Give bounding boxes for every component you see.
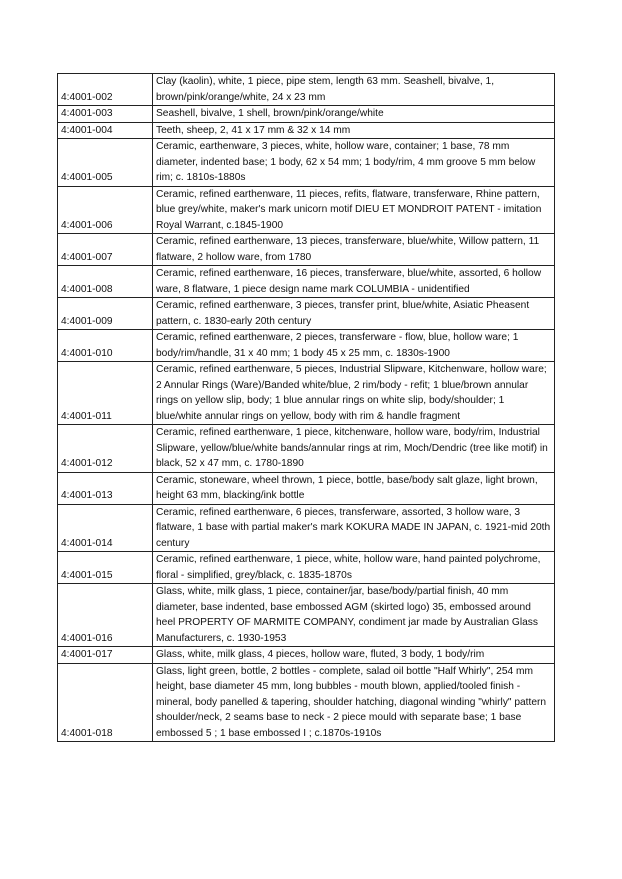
table-row: [58, 663, 555, 742]
table-row: [58, 330, 555, 362]
catalog-description: Ceramic, refined earthenware, 13 pieces, transferware, blue/white, Willow pattern, 11 flatware, 2 hollow ware, from 1780: [153, 234, 555, 266]
catalog-id: 4:4001-015: [58, 552, 153, 584]
table-row: [58, 234, 555, 266]
catalog-table-body: [58, 74, 555, 742]
catalog-table: [57, 73, 555, 742]
catalog-description: Teeth, sheep, 2, 41 x 17 mm & 32 x 14 mm: [153, 122, 555, 139]
table-row: [58, 139, 555, 187]
table-row: [58, 552, 555, 584]
catalog-id: 4:4001-006: [58, 186, 153, 234]
catalog-description: Ceramic, refined earthenware, 11 pieces, refits, flatware, transferware, Rhine pattern, blue grey/white, maker's mark unicorn motif DIEU ET MONDROIT PATENT - imitation Royal Warrant, c.1845-1900: [153, 186, 555, 234]
table-row: [58, 106, 555, 123]
catalog-id: 4:4001-013: [58, 472, 153, 504]
catalog-description: Ceramic, refined earthenware, 16 pieces, transferware, blue/white, assorted, 6 hollow ware, 8 flatware, 1 piece design name mark COLUMBIA - unidentified: [153, 266, 555, 298]
catalog-id: 4:4001-014: [58, 504, 153, 552]
table-row: [58, 186, 555, 234]
catalog-id: 4:4001-003: [58, 106, 153, 123]
table-row: [58, 504, 555, 552]
table-row: [58, 584, 555, 647]
table-row: [58, 122, 555, 139]
catalog-description: Ceramic, refined earthenware, 6 pieces, transferware, assorted, 3 hollow ware, 3 flatware, 1 base with partial maker's mark KOKURA MADE IN JAPAN, c. 1921-mid 20th century: [153, 504, 555, 552]
table-row: [58, 74, 555, 106]
catalog-id: 4:4001-011: [58, 362, 153, 425]
catalog-description: Glass, white, milk glass, 1 piece, container/jar, base/body/partial finish, 40 mm diameter, base indented, base embossed AGM (skirted logo) 35, embossed around heel PROPERTY OF MARMITE COMPANY, condiment jar made by Australian Glass Manufacturers, c. 1930-1953: [153, 584, 555, 647]
catalog-description: Glass, light green, bottle, 2 bottles - complete, salad oil bottle "Half Whirly", 254 mm height, base diameter 45 mm, long bubbles - mouth blown, applied/tooled finish - mineral, body panelled & tapering, shoulder hatching, diagonal winding "whirly" pattern shoulder/neck, 2 seams base to neck - 2 piece mould with separate base; 1 base embossed 5 ; 1 base embossed I ; c.1870s-1910s: [153, 663, 555, 742]
catalog-description: Ceramic, refined earthenware, 2 pieces, transferware - flow, blue, hollow ware; 1 body/rim/handle, 31 x 40 mm; 1 body 45 x 25 mm, c. 1830s-1900: [153, 330, 555, 362]
catalog-id: 4:4001-016: [58, 584, 153, 647]
catalog-description: Ceramic, refined earthenware, 1 piece, white, hollow ware, hand painted polychrome, floral - simplified, grey/black, c. 1835-1870s: [153, 552, 555, 584]
catalog-description: Ceramic, refined earthenware, 3 pieces, transfer print, blue/white, Asiatic Pheasent pattern, c. 1830-early 20th century: [153, 298, 555, 330]
catalog-id: 4:4001-004: [58, 122, 153, 139]
catalog-id: 4:4001-008: [58, 266, 153, 298]
catalog-id: 4:4001-005: [58, 139, 153, 187]
catalog-id: 4:4001-009: [58, 298, 153, 330]
catalog-id: 4:4001-010: [58, 330, 153, 362]
catalog-description: Ceramic, stoneware, wheel thrown, 1 piece, bottle, base/body salt glaze, light brown, height 63 mm, blacking/ink bottle: [153, 472, 555, 504]
table-row: [58, 647, 555, 664]
catalog-id: 4:4001-018: [58, 663, 153, 742]
catalog-description: Clay (kaolin), white, 1 piece, pipe stem, length 63 mm. Seashell, bivalve, 1, brown/pink/orange/white, 24 x 23 mm: [153, 74, 555, 106]
table-row: [58, 425, 555, 473]
catalog-id: 4:4001-007: [58, 234, 153, 266]
table-row: [58, 298, 555, 330]
catalog-id: 4:4001-017: [58, 647, 153, 664]
catalog-description: Glass, white, milk glass, 4 pieces, hollow ware, fluted, 3 body, 1 body/rim: [153, 647, 555, 664]
table-row: [58, 472, 555, 504]
catalog-id: 4:4001-012: [58, 425, 153, 473]
catalog-description: Seashell, bivalve, 1 shell, brown/pink/orange/white: [153, 106, 555, 123]
table-row: [58, 362, 555, 425]
catalog-id: 4:4001-002: [58, 74, 153, 106]
catalog-description: Ceramic, earthenware, 3 pieces, white, hollow ware, container; 1 base, 78 mm diameter, indented base; 1 body, 62 x 54 mm; 1 body/rim, 4 mm groove 5 mm below rim; c. 1810s-1880s: [153, 139, 555, 187]
catalog-description: Ceramic, refined earthenware, 5 pieces, Industrial Slipware, Kitchenware, hollow ware; 2 Annular Rings (Ware)/Banded white/blue, 2 rim/body - refit; 1 blue/brown annular rings on yellow slip, body; 1 blue annular rings on white slip, body/shoulder; 1 blue/white annular rings on yellow, body with rim & handle fragment: [153, 362, 555, 425]
table-row: [58, 266, 555, 298]
catalog-description: Ceramic, refined earthenware, 1 piece, kitchenware, hollow ware, body/rim, Industrial Slipware, yellow/blue/white bands/annular rings at rim, Moch/Dendric (tree like motif) in black, 52 x 47 mm, c. 1780-1890: [153, 425, 555, 473]
